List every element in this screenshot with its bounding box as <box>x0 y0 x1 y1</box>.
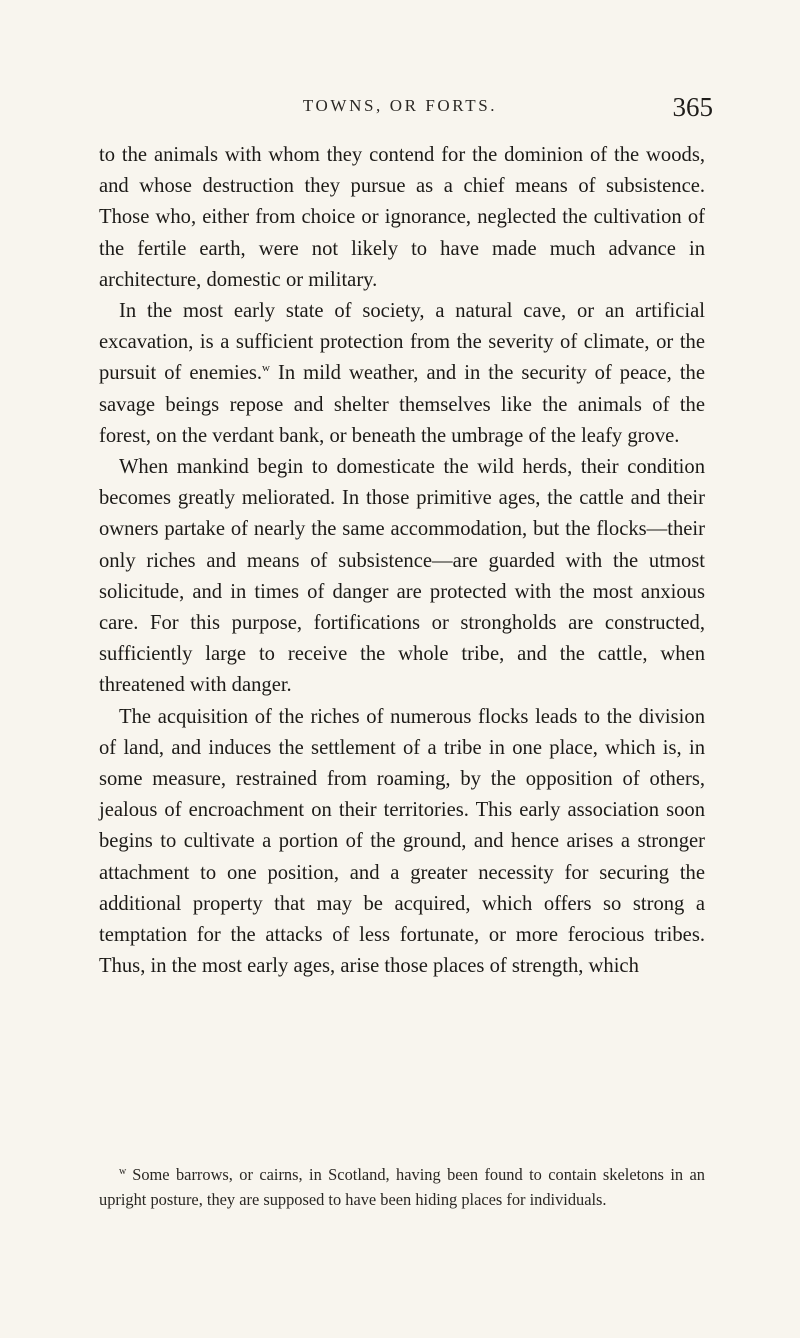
running-title: TOWNS, OR FORTS. <box>302 96 498 115</box>
paragraph-4: The acquisition of the riches of numerous flocks leads to the division of land, and induces the settlement of a tribe in one place, which is, in some measure, restrained from roaming, by the opposition of others, jealous of encroachment on their territories. This early association soon begins to cultivate a portion of the ground, and hence arises a stronger attachment to one position, and a greater necessity for securing the additional property that may be acquired, which offers so strong a temptation for the attacks of less fortunate, or more ferocious tribes. Thus, in the most early ages, arise those places of strength, which <box>99 705 705 978</box>
paragraph-1: to the animals with whom they contend for the dominion of the woods, and whose destruction they pursue as a chief means of subsistence. Those who, either from choice or ignorance, neglected the cultivation of the fertile earth, were not likely to have made much advance in architecture, domestic or military. <box>99 144 705 291</box>
paragraph-3: When mankind begin to domesticate the wild herds, their condition becomes greatly meliorated. In those primitive ages, the cattle and their owners partake of nearly the same accommodation, but the flocks—their only riches and means of subsistence—are guarded with the utmost solicitude, and in times of danger are protected with the most anxious care. For this purpose, fortifications or strongholds are constructed, sufficiently large to receive the whole tribe, and the cattle, when threatened with danger. <box>99 456 705 697</box>
page-number: 365 <box>672 92 713 122</box>
body-text <box>99 140 705 982</box>
footnote-mark: w <box>119 1165 127 1177</box>
paragraph-2-text-after-note: In mild weather, and in the security of peace, the savage beings repose and shelter themselves like the animals of the forest, on the verdant bank, or beneath the umbrage of the leafy grove. <box>99 362 705 447</box>
footnote-text: Some barrows, or cairns, in Scotland, having been found to contain skeletons in an upright posture, they are supposed to have been hiding places for individuals. <box>99 1165 705 1209</box>
running-head <box>0 92 800 122</box>
paragraph-2 <box>99 296 705 452</box>
footnote <box>99 1163 705 1212</box>
footnote-reference[interactable]: w <box>262 362 270 375</box>
paragraph-2-text-before-note: In the most early state of society, a natural cave, or an artificial excavation, is a sufficient protection from the severity of climate, or the pursuit of enemies. <box>99 300 705 385</box>
